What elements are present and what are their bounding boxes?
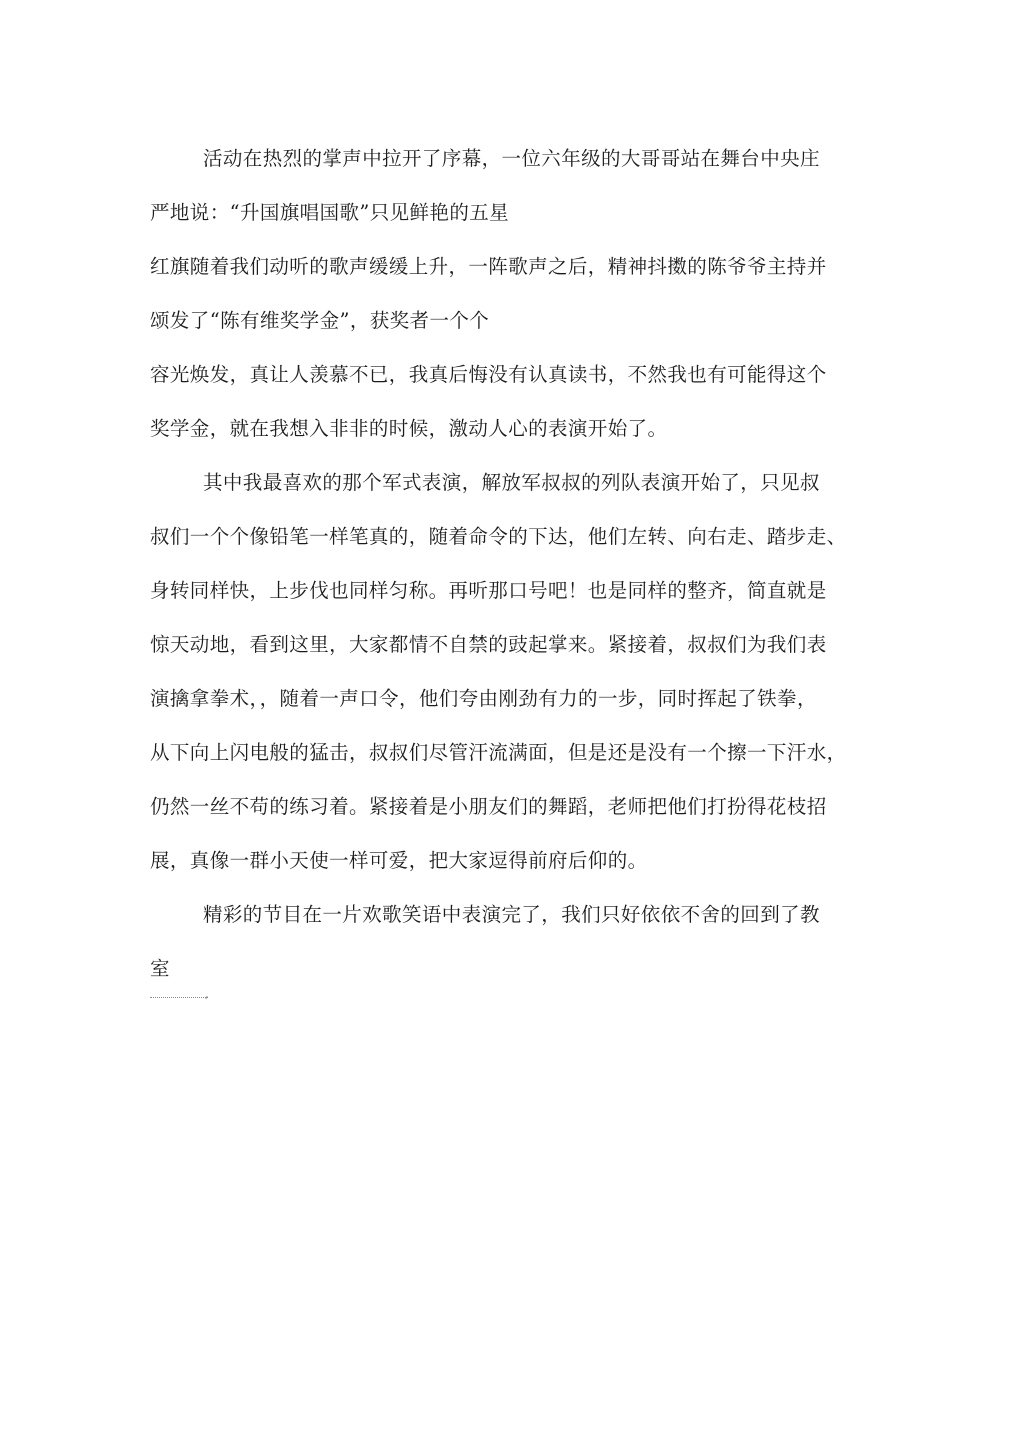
- text-line: 仍然一丝不苟的练习着。紧接着是小朋友们的舞蹈，老师把他们打扮得花枝招: [150, 795, 827, 818]
- text-line: 从下向上闪电般的猛击，叔叔们尽管汗流满面，但是还是没有一个擦一下汗水，: [150, 741, 847, 764]
- text-line: 演擒拿拳术，，随着一声口令，他们夸由刚劲有力的一步，同时挥起了铁拳，: [150, 687, 817, 710]
- text-line: 叔们一个个像铅笔一样笔真的，随着命令的下达，他们左转、向右走、踏步走、: [150, 525, 847, 548]
- text-line: 奖学金，就在我想入非非的时候，激动人心的表演开始了。: [150, 417, 668, 440]
- text-line: 展，真像一群小天使一样可爱，把大家逗得前府后仰的。: [150, 849, 648, 872]
- text-line: 身转同样快，上步伐也同样匀称。再听那口号吧！也是同样的整齐，简直就是: [150, 579, 827, 602]
- text-line: 室: [150, 957, 170, 980]
- text-line: 活动在热烈的掌声中拉开了序幕，一位六年级的大哥哥站在舞台中央庄: [203, 147, 820, 170]
- text-line: 红旗随着我们动听的歌声缓缓上升，一阵歌声之后，精神抖擞的陈爷爷主持并: [150, 255, 827, 278]
- text-line: 其中我最喜欢的那个军式表演，解放军叔叔的列队表演开始了，只见叔: [203, 471, 820, 494]
- text-line: 精彩的节目在一片欢歌笑语中表演完了，我们只好依依不舍的回到了教: [203, 903, 820, 926]
- end-divider-mark: [150, 997, 208, 998]
- text-line: 惊天动地，看到这里，大家都情不自禁的豉起掌来。紧接着，叔叔们为我们表: [150, 633, 827, 656]
- text-line: 严地说：“升国旗唱国歌”只见鲜艳的五星: [150, 201, 510, 224]
- text-line: 颂发了“陈有维奖学金”，获奖者一个个: [150, 309, 490, 332]
- text-line: 容光焕发，真让人羡慕不已，我真后悔没有认真读书，不然我也有可能得这个: [150, 363, 827, 386]
